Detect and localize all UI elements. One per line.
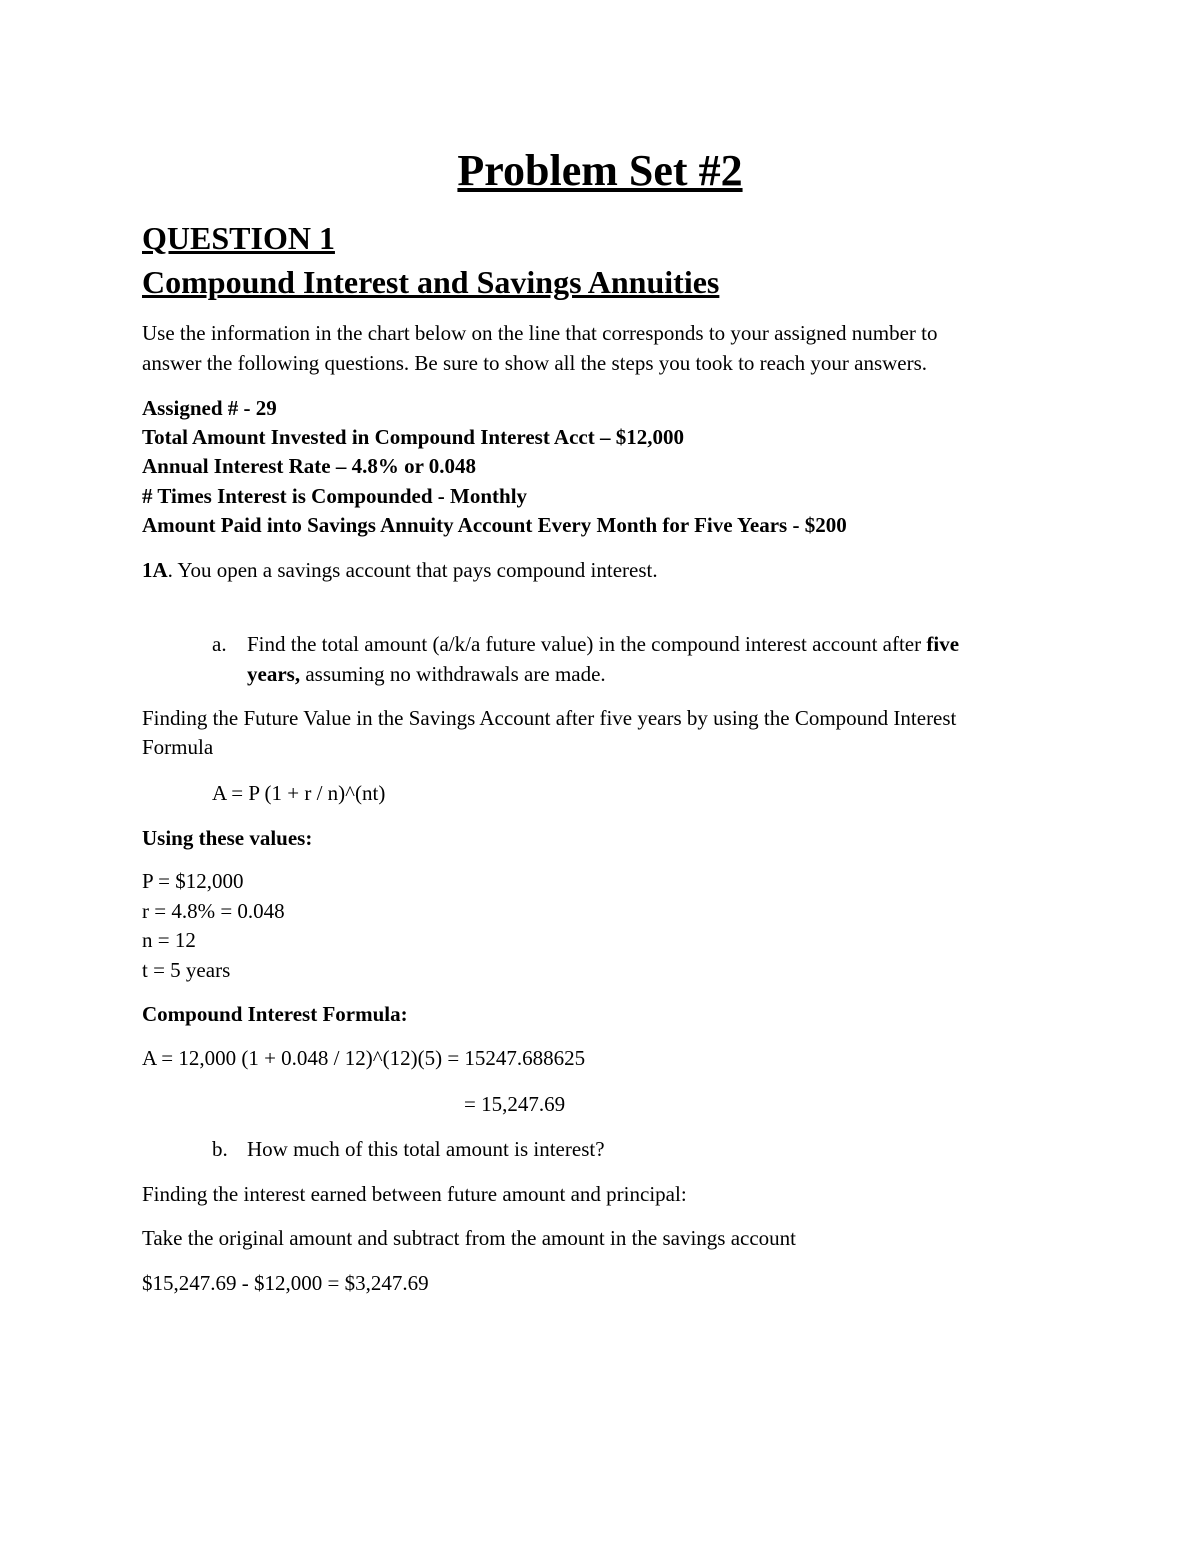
values-heading: Using these values:	[142, 826, 313, 850]
interest-line-1: Finding the interest earned between future amount and principal:	[142, 1182, 687, 1206]
given-total-invested: Total Amount Invested in Compound Interest Acct – $12,000	[142, 425, 684, 449]
part-1a	[142, 555, 658, 585]
interest-line-2: Take the original amount and subtract from the amount in the savings account	[142, 1226, 797, 1250]
value-n: n = 12	[142, 928, 196, 952]
value-t: t = 5 years	[142, 958, 231, 982]
given-assigned-number: Assigned # - 29	[142, 396, 277, 420]
intro-line-2: answer the following questions. Be sure to show all the steps you took to reach your answers.	[142, 351, 928, 375]
page-title: Problem Set #2	[457, 146, 743, 195]
given-interest-rate: Annual Interest Rate – 4.8% or 0.048	[142, 454, 477, 478]
sub-b-marker: b.	[212, 1137, 228, 1161]
sub-a-line-2	[247, 659, 606, 689]
value-r: r = 4.8% = 0.048	[142, 899, 285, 923]
part-1a-label: 1A	[142, 558, 168, 582]
sub-a-line-1	[247, 629, 959, 659]
fv-intro-line-2: Formula	[142, 735, 214, 759]
part-1a-text: . You open a savings account that pays compound interest.	[167, 558, 658, 582]
sub-a-emphasis-2: years,	[247, 662, 301, 686]
question-heading: QUESTION 1	[142, 220, 335, 256]
given-compounding: # Times Interest is Compounded - Monthly	[142, 484, 528, 508]
calc-line-2: = 15,247.69	[464, 1092, 566, 1116]
section-heading: Compound Interest and Savings Annuities	[142, 264, 720, 300]
given-annuity-payment: Amount Paid into Savings Annuity Account Every Month for Five Years - $200	[142, 513, 847, 537]
sub-a-text: Find the total amount (a/k/a future value) in the compound interest account after	[247, 632, 927, 656]
formula: A = P (1 + r / n)^(nt)	[212, 781, 386, 805]
compound-formula-heading: Compound Interest Formula:	[142, 1002, 408, 1026]
intro-line-1: Use the information in the chart below on the line that corresponds to your assigned number to	[142, 321, 938, 345]
sub-a-emphasis: five	[926, 632, 960, 656]
sub-a-marker: a.	[212, 632, 227, 656]
sub-a-rest: assuming no withdrawals are made.	[300, 662, 606, 686]
sub-b-text: How much of this total amount is interest?	[247, 1137, 605, 1161]
interest-result: $15,247.69 - $12,000 = $3,247.69	[142, 1271, 429, 1295]
calc-line-1: A = 12,000 (1 + 0.048 / 12)^(12)(5) = 15247.688625	[142, 1046, 586, 1070]
value-p: P = $12,000	[142, 869, 244, 893]
fv-intro-line-1: Finding the Future Value in the Savings Account after five years by using the Compound Interest	[142, 706, 957, 730]
